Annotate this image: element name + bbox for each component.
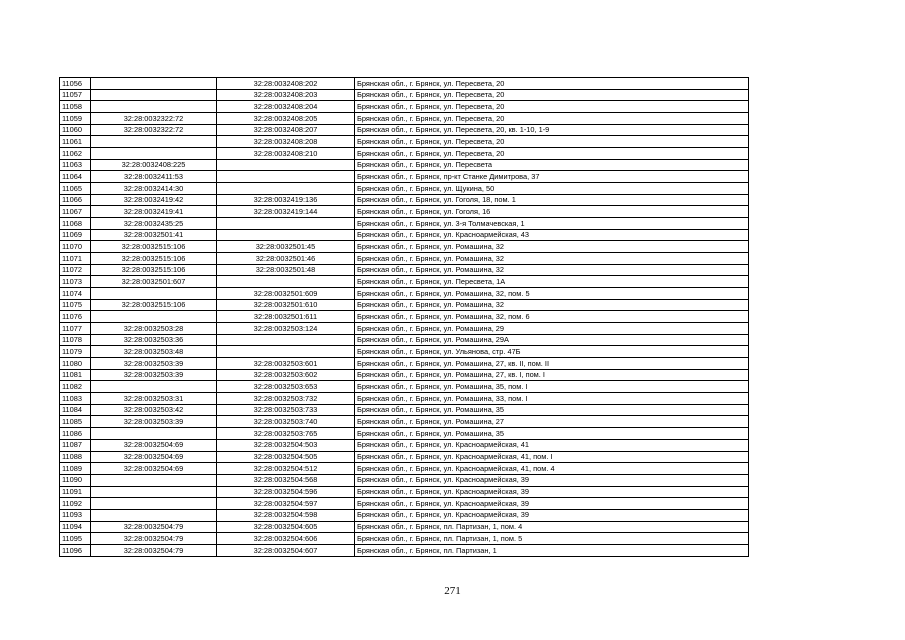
address-cell: Брянская обл., г. Брянск, ул. Пересвета, 20 [355,78,749,90]
row-number-cell: 11072 [60,264,91,276]
address-cell: Брянская обл., г. Брянск, ул. Ромашина, 32 [355,241,749,253]
object-cadastral-number-cell: 32:28:0032503:740 [217,416,355,428]
object-cadastral-number-cell: 32:28:0032504:598 [217,509,355,521]
object-cadastral-number-cell: 32:28:0032504:606 [217,533,355,545]
address-cell: Брянская обл., г. Брянск, ул. 3-я Толмачевская, 1 [355,218,749,230]
land-cadastral-number-cell: 32:28:0032504:79 [91,521,217,533]
row-number-cell: 11077 [60,323,91,335]
table-row [60,78,749,90]
address-cell: Брянская обл., г. Брянск, ул. Ромашина, 32 [355,299,749,311]
table-row [60,183,749,195]
object-cadastral-number-cell: 32:28:0032501:48 [217,264,355,276]
table-row [60,323,749,335]
land-cadastral-number-cell [91,311,217,323]
address-cell: Брянская обл., г. Брянск, ул. Щукина, 50 [355,183,749,195]
object-cadastral-number-cell: 32:28:0032408:203 [217,89,355,101]
table-row [60,439,749,451]
land-cadastral-number-cell: 32:28:0032503:39 [91,416,217,428]
address-cell: Брянская обл., г. Брянск, ул. Пересвета, 20 [355,89,749,101]
address-cell: Брянская обл., г. Брянск, ул. Ромашина, 27 [355,416,749,428]
table-row [60,334,749,346]
object-cadastral-number-cell: 32:28:0032503:653 [217,381,355,393]
row-number-cell: 11078 [60,334,91,346]
table-row [60,264,749,276]
table-row [60,451,749,463]
object-cadastral-number-cell [217,334,355,346]
object-cadastral-number-cell [217,276,355,288]
table-row [60,194,749,206]
object-cadastral-number-cell: 32:28:0032504:597 [217,498,355,510]
object-cadastral-number-cell: 32:28:0032408:205 [217,113,355,125]
address-cell: Брянская обл., г. Брянск, ул. Пересвета, 20 [355,148,749,160]
row-number-cell: 11095 [60,533,91,545]
object-cadastral-number-cell: 32:28:0032504:512 [217,463,355,475]
land-cadastral-number-cell [91,148,217,160]
object-cadastral-number-cell: 32:28:0032408:210 [217,148,355,160]
land-cadastral-number-cell: 32:28:0032503:48 [91,346,217,358]
row-number-cell: 11094 [60,521,91,533]
object-cadastral-number-cell: 32:28:0032504:605 [217,521,355,533]
object-cadastral-number-cell: 32:28:0032419:144 [217,206,355,218]
land-cadastral-number-cell: 32:28:0032408:225 [91,159,217,171]
address-cell: Брянская обл., г. Брянск, ул. Пересвета, 1А [355,276,749,288]
table-row [60,358,749,370]
table-row [60,509,749,521]
object-cadastral-number-cell: 32:28:0032504:505 [217,451,355,463]
land-cadastral-number-cell: 32:28:0032504:69 [91,463,217,475]
row-number-cell: 11080 [60,358,91,370]
row-number-cell: 11060 [60,124,91,136]
object-cadastral-number-cell [217,171,355,183]
land-cadastral-number-cell: 32:28:0032515:106 [91,264,217,276]
table-row [60,288,749,300]
row-number-cell: 11067 [60,206,91,218]
table-row [60,148,749,160]
registry-table [59,77,749,557]
row-number-cell: 11090 [60,474,91,486]
land-cadastral-number-cell: 32:28:0032322:72 [91,124,217,136]
address-cell: Брянская обл., г. Брянск, ул. Ромашина, 35 [355,404,749,416]
land-cadastral-number-cell: 32:28:0032503:28 [91,323,217,335]
address-cell: Брянская обл., г. Брянск, ул. Красноармейская, 39 [355,498,749,510]
address-cell: Брянская обл., г. Брянск, ул. Пересвета, 20, кв. 1-10, 1-9 [355,124,749,136]
address-cell: Брянская обл., г. Брянск, пл. Партизан, 1 [355,544,749,556]
row-number-cell: 11071 [60,253,91,265]
table-row [60,253,749,265]
row-number-cell: 11059 [60,113,91,125]
address-cell: Брянская обл., г. Брянск, ул. Красноармейская, 41, пом. 4 [355,463,749,475]
land-cadastral-number-cell: 32:28:0032504:69 [91,439,217,451]
address-cell: Брянская обл., г. Брянск, пл. Партизан, 1, пом. 4 [355,521,749,533]
row-number-cell: 11087 [60,439,91,451]
address-cell: Брянская обл., г. Брянск, ул. Ромашина, 35 [355,428,749,440]
registry-table-body [60,78,749,557]
object-cadastral-number-cell: 32:28:0032501:610 [217,299,355,311]
row-number-cell: 11063 [60,159,91,171]
address-cell: Брянская обл., г. Брянск, ул. Ромашина, 27, кв. I, пом. I [355,369,749,381]
object-cadastral-number-cell: 32:28:0032503:124 [217,323,355,335]
row-number-cell: 11081 [60,369,91,381]
object-cadastral-number-cell [217,229,355,241]
object-cadastral-number-cell: 32:28:0032504:568 [217,474,355,486]
address-cell: Брянская обл., г. Брянск, ул. Пересвета, 20 [355,113,749,125]
object-cadastral-number-cell: 32:28:0032408:208 [217,136,355,148]
address-cell: Брянская обл., г. Брянск, ул. Красноармейская, 39 [355,474,749,486]
table-row [60,346,749,358]
address-cell: Брянская обл., г. Брянск, ул. Ромашина, 29А [355,334,749,346]
object-cadastral-number-cell [217,218,355,230]
object-cadastral-number-cell: 32:28:0032408:202 [217,78,355,90]
row-number-cell: 11085 [60,416,91,428]
land-cadastral-number-cell [91,428,217,440]
row-number-cell: 11088 [60,451,91,463]
object-cadastral-number-cell: 32:28:0032503:765 [217,428,355,440]
address-cell: Брянская обл., г. Брянск, ул. Гоголя, 18, пом. 1 [355,194,749,206]
address-cell: Брянская обл., г. Брянск, ул. Пересвета [355,159,749,171]
row-number-cell: 11058 [60,101,91,113]
row-number-cell: 11079 [60,346,91,358]
table-row [60,229,749,241]
row-number-cell: 11061 [60,136,91,148]
table-row [60,311,749,323]
land-cadastral-number-cell: 32:28:0032501:41 [91,229,217,241]
row-number-cell: 11066 [60,194,91,206]
address-cell: Брянская обл., г. Брянск, ул. Ромашина, 27, кв. II, пом. II [355,358,749,370]
object-cadastral-number-cell: 32:28:0032504:596 [217,486,355,498]
table-row [60,463,749,475]
row-number-cell: 11064 [60,171,91,183]
row-number-cell: 11089 [60,463,91,475]
land-cadastral-number-cell: 32:28:0032515:106 [91,241,217,253]
table-row [60,171,749,183]
land-cadastral-number-cell: 32:28:0032419:42 [91,194,217,206]
row-number-cell: 11084 [60,404,91,416]
row-number-cell: 11069 [60,229,91,241]
table-row [60,381,749,393]
table-row [60,124,749,136]
address-cell: Брянская обл., г. Брянск, ул. Пересвета, 20 [355,101,749,113]
land-cadastral-number-cell: 32:28:0032504:69 [91,451,217,463]
address-cell: Брянская обл., г. Брянск, ул. Гоголя, 16 [355,206,749,218]
object-cadastral-number-cell: 32:28:0032501:609 [217,288,355,300]
row-number-cell: 11082 [60,381,91,393]
table-row [60,416,749,428]
land-cadastral-number-cell: 32:28:0032501:607 [91,276,217,288]
object-cadastral-number-cell: 32:28:0032501:46 [217,253,355,265]
land-cadastral-number-cell [91,486,217,498]
address-cell: Брянская обл., г. Брянск, ул. Красноармейская, 39 [355,486,749,498]
row-number-cell: 11093 [60,509,91,521]
table-row [60,544,749,556]
land-cadastral-number-cell [91,136,217,148]
row-number-cell: 11056 [60,78,91,90]
table-row [60,276,749,288]
land-cadastral-number-cell: 32:28:0032503:39 [91,369,217,381]
land-cadastral-number-cell: 32:28:0032503:42 [91,404,217,416]
table-row [60,428,749,440]
land-cadastral-number-cell [91,288,217,300]
address-cell: Брянская обл., г. Брянск, ул. Красноармейская, 43 [355,229,749,241]
table-row [60,89,749,101]
row-number-cell: 11074 [60,288,91,300]
address-cell: Брянская обл., г. Брянск, ул. Ромашина, 32 [355,253,749,265]
land-cadastral-number-cell [91,78,217,90]
row-number-cell: 11076 [60,311,91,323]
row-number-cell: 11092 [60,498,91,510]
table-row [60,498,749,510]
object-cadastral-number-cell [217,183,355,195]
row-number-cell: 11073 [60,276,91,288]
land-cadastral-number-cell: 32:28:0032504:79 [91,533,217,545]
row-number-cell: 11075 [60,299,91,311]
table-row [60,393,749,405]
address-cell: Брянская обл., г. Брянск, ул. Ромашина, 29 [355,323,749,335]
page-number: 271 [444,585,461,597]
land-cadastral-number-cell: 32:28:0032322:72 [91,113,217,125]
object-cadastral-number-cell: 32:28:0032501:45 [217,241,355,253]
object-cadastral-number-cell: 32:28:0032501:611 [217,311,355,323]
table-row [60,218,749,230]
row-number-cell: 11083 [60,393,91,405]
row-number-cell: 11070 [60,241,91,253]
land-cadastral-number-cell: 32:28:0032503:36 [91,334,217,346]
land-cadastral-number-cell [91,498,217,510]
object-cadastral-number-cell: 32:28:0032503:732 [217,393,355,405]
object-cadastral-number-cell: 32:28:0032504:607 [217,544,355,556]
object-cadastral-number-cell: 32:28:0032503:733 [217,404,355,416]
address-cell: Брянская обл., г. Брянск, пл. Партизан, 1, пом. 5 [355,533,749,545]
land-cadastral-number-cell: 32:28:0032419:41 [91,206,217,218]
land-cadastral-number-cell: 32:28:0032411:53 [91,171,217,183]
address-cell: Брянская обл., г. Брянск, ул. Ромашина, 33, пом. I [355,393,749,405]
object-cadastral-number-cell: 32:28:0032419:136 [217,194,355,206]
land-cadastral-number-cell [91,89,217,101]
object-cadastral-number-cell: 32:28:0032408:204 [217,101,355,113]
land-cadastral-number-cell: 32:28:0032503:39 [91,358,217,370]
table-row [60,159,749,171]
object-cadastral-number-cell: 32:28:0032503:601 [217,358,355,370]
object-cadastral-number-cell [217,159,355,171]
land-cadastral-number-cell [91,101,217,113]
table-row [60,101,749,113]
row-number-cell: 11057 [60,89,91,101]
object-cadastral-number-cell: 32:28:0032503:602 [217,369,355,381]
table-row [60,404,749,416]
address-cell: Брянская обл., г. Брянск, ул. Красноармейская, 39 [355,509,749,521]
land-cadastral-number-cell [91,509,217,521]
row-number-cell: 11091 [60,486,91,498]
address-cell: Брянская обл., г. Брянск, ул. Ромашина, 32, пом. 5 [355,288,749,300]
land-cadastral-number-cell: 32:28:0032435:25 [91,218,217,230]
address-cell: Брянская обл., г. Брянск, пр-кт Станке Димитрова, 37 [355,171,749,183]
row-number-cell: 11086 [60,428,91,440]
land-cadastral-number-cell: 32:28:0032504:79 [91,544,217,556]
table-row [60,369,749,381]
land-cadastral-number-cell: 32:28:0032515:106 [91,253,217,265]
object-cadastral-number-cell [217,346,355,358]
object-cadastral-number-cell: 32:28:0032504:503 [217,439,355,451]
address-cell: Брянская обл., г. Брянск, ул. Ромашина, 32 [355,264,749,276]
table-row [60,521,749,533]
table-row [60,533,749,545]
row-number-cell: 11062 [60,148,91,160]
table-row [60,486,749,498]
row-number-cell: 11096 [60,544,91,556]
object-cadastral-number-cell: 32:28:0032408:207 [217,124,355,136]
table-row [60,241,749,253]
address-cell: Брянская обл., г. Брянск, ул. Красноармейская, 41, пом. I [355,451,749,463]
land-cadastral-number-cell [91,474,217,486]
table-row [60,474,749,486]
land-cadastral-number-cell: 32:28:0032503:31 [91,393,217,405]
land-cadastral-number-cell: 32:28:0032515:106 [91,299,217,311]
address-cell: Брянская обл., г. Брянск, ул. Красноармейская, 41 [355,439,749,451]
land-cadastral-number-cell [91,381,217,393]
address-cell: Брянская обл., г. Брянск, ул. Пересвета, 20 [355,136,749,148]
table-row [60,136,749,148]
address-cell: Брянская обл., г. Брянск, ул. Ульянова, стр. 47Б [355,346,749,358]
row-number-cell: 11068 [60,218,91,230]
address-cell: Брянская обл., г. Брянск, ул. Ромашина, 32, пом. 6 [355,311,749,323]
table-row [60,299,749,311]
row-number-cell: 11065 [60,183,91,195]
table-row [60,206,749,218]
table-row [60,113,749,125]
address-cell: Брянская обл., г. Брянск, ул. Ромашина, 35, пом. I [355,381,749,393]
land-cadastral-number-cell: 32:28:0032414:30 [91,183,217,195]
